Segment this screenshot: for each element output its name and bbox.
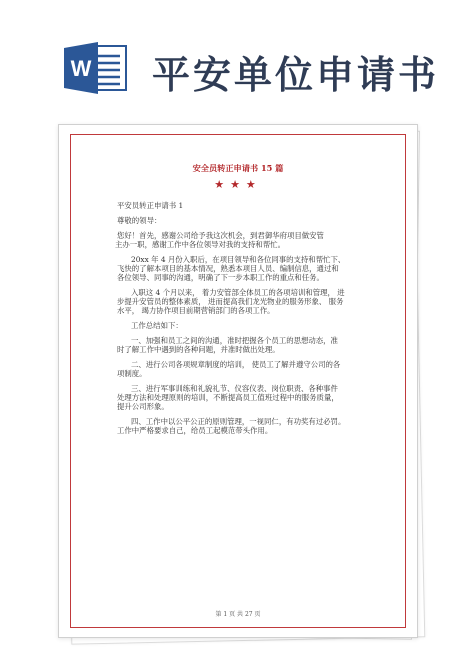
paragraph-line: 提升公司形象。 [117,402,169,411]
paragraph-line: 入职这 4 个月以来， 着力安管部全体员工的各项培训和管理， 进 [131,288,345,297]
page-indicator: 第 1 页 共 27 页 [215,611,261,618]
paragraph-line: 项制度。 [117,369,147,378]
word-letter: W [70,56,92,81]
document-body [117,201,374,435]
page-title: 平安单位申请书 [152,53,440,97]
paragraph-line: 二、进行公司各项规章制度的培训， 使员工了解并遵守公司的各 [131,360,341,369]
paragraph-line: 处理方法和处理原则的培训，不断提高员工值班过程中的服务质量， [117,393,339,402]
paragraph-line: 您好！首先，感谢公司给予我这次机会，到君御华府项目做安管 [117,231,324,240]
paragraph-line: 飞快的了解本项目的基本情况，熟悉本项目人员、编制信息，通过和 [117,264,339,273]
paragraph-line: 主办一职，感谢工作中各位领导对我的支持和帮忙。 [115,240,285,249]
summary-heading: 工作总结如下： [131,321,183,330]
section-heading: 平安员转正申请书 1 [117,201,184,210]
paragraph-line: 时了解工作中遇到的各种问题，并准时做出处理。 [117,345,280,354]
paragraph-line: 20xx 年 4 月份入职后，在项目领导和各位同事的支持和帮忙下、 [131,255,346,264]
paragraph-line: 一、加强和员工之间的沟通，准时把握各个员工的思想动态，准 [131,336,338,345]
document-page [58,124,418,638]
salutation: 尊敬的领导： [117,216,162,225]
word-document-icon [62,40,128,96]
paragraph-line: 水平， 竭力协作项目前期营销部门的各项工作。 [117,306,275,315]
star-ornament: ★★★ [214,178,262,191]
paragraph-line: 各位领导、同事的沟通，明确了下一步本职工作的重点和任务。 [117,273,324,282]
document-title: 安全员转正申请书 15 篇 [192,163,284,173]
paragraph-line: 工作中严格要求自己，给员工起模范带头作用。 [117,426,273,435]
banner [0,0,474,120]
paragraph-line: 步提升安管员的整体素质， 进而提高我们龙光物业的服务形象、 服务 [117,297,344,306]
paragraph-line: 四、工作中以公平公正的原则管理，一视同仁，有功奖有过必罚。 [131,417,346,426]
paragraph-line: 三、进行军事训练和礼貌礼节、仪容仪表、岗位职责、各种事件 [131,384,338,393]
